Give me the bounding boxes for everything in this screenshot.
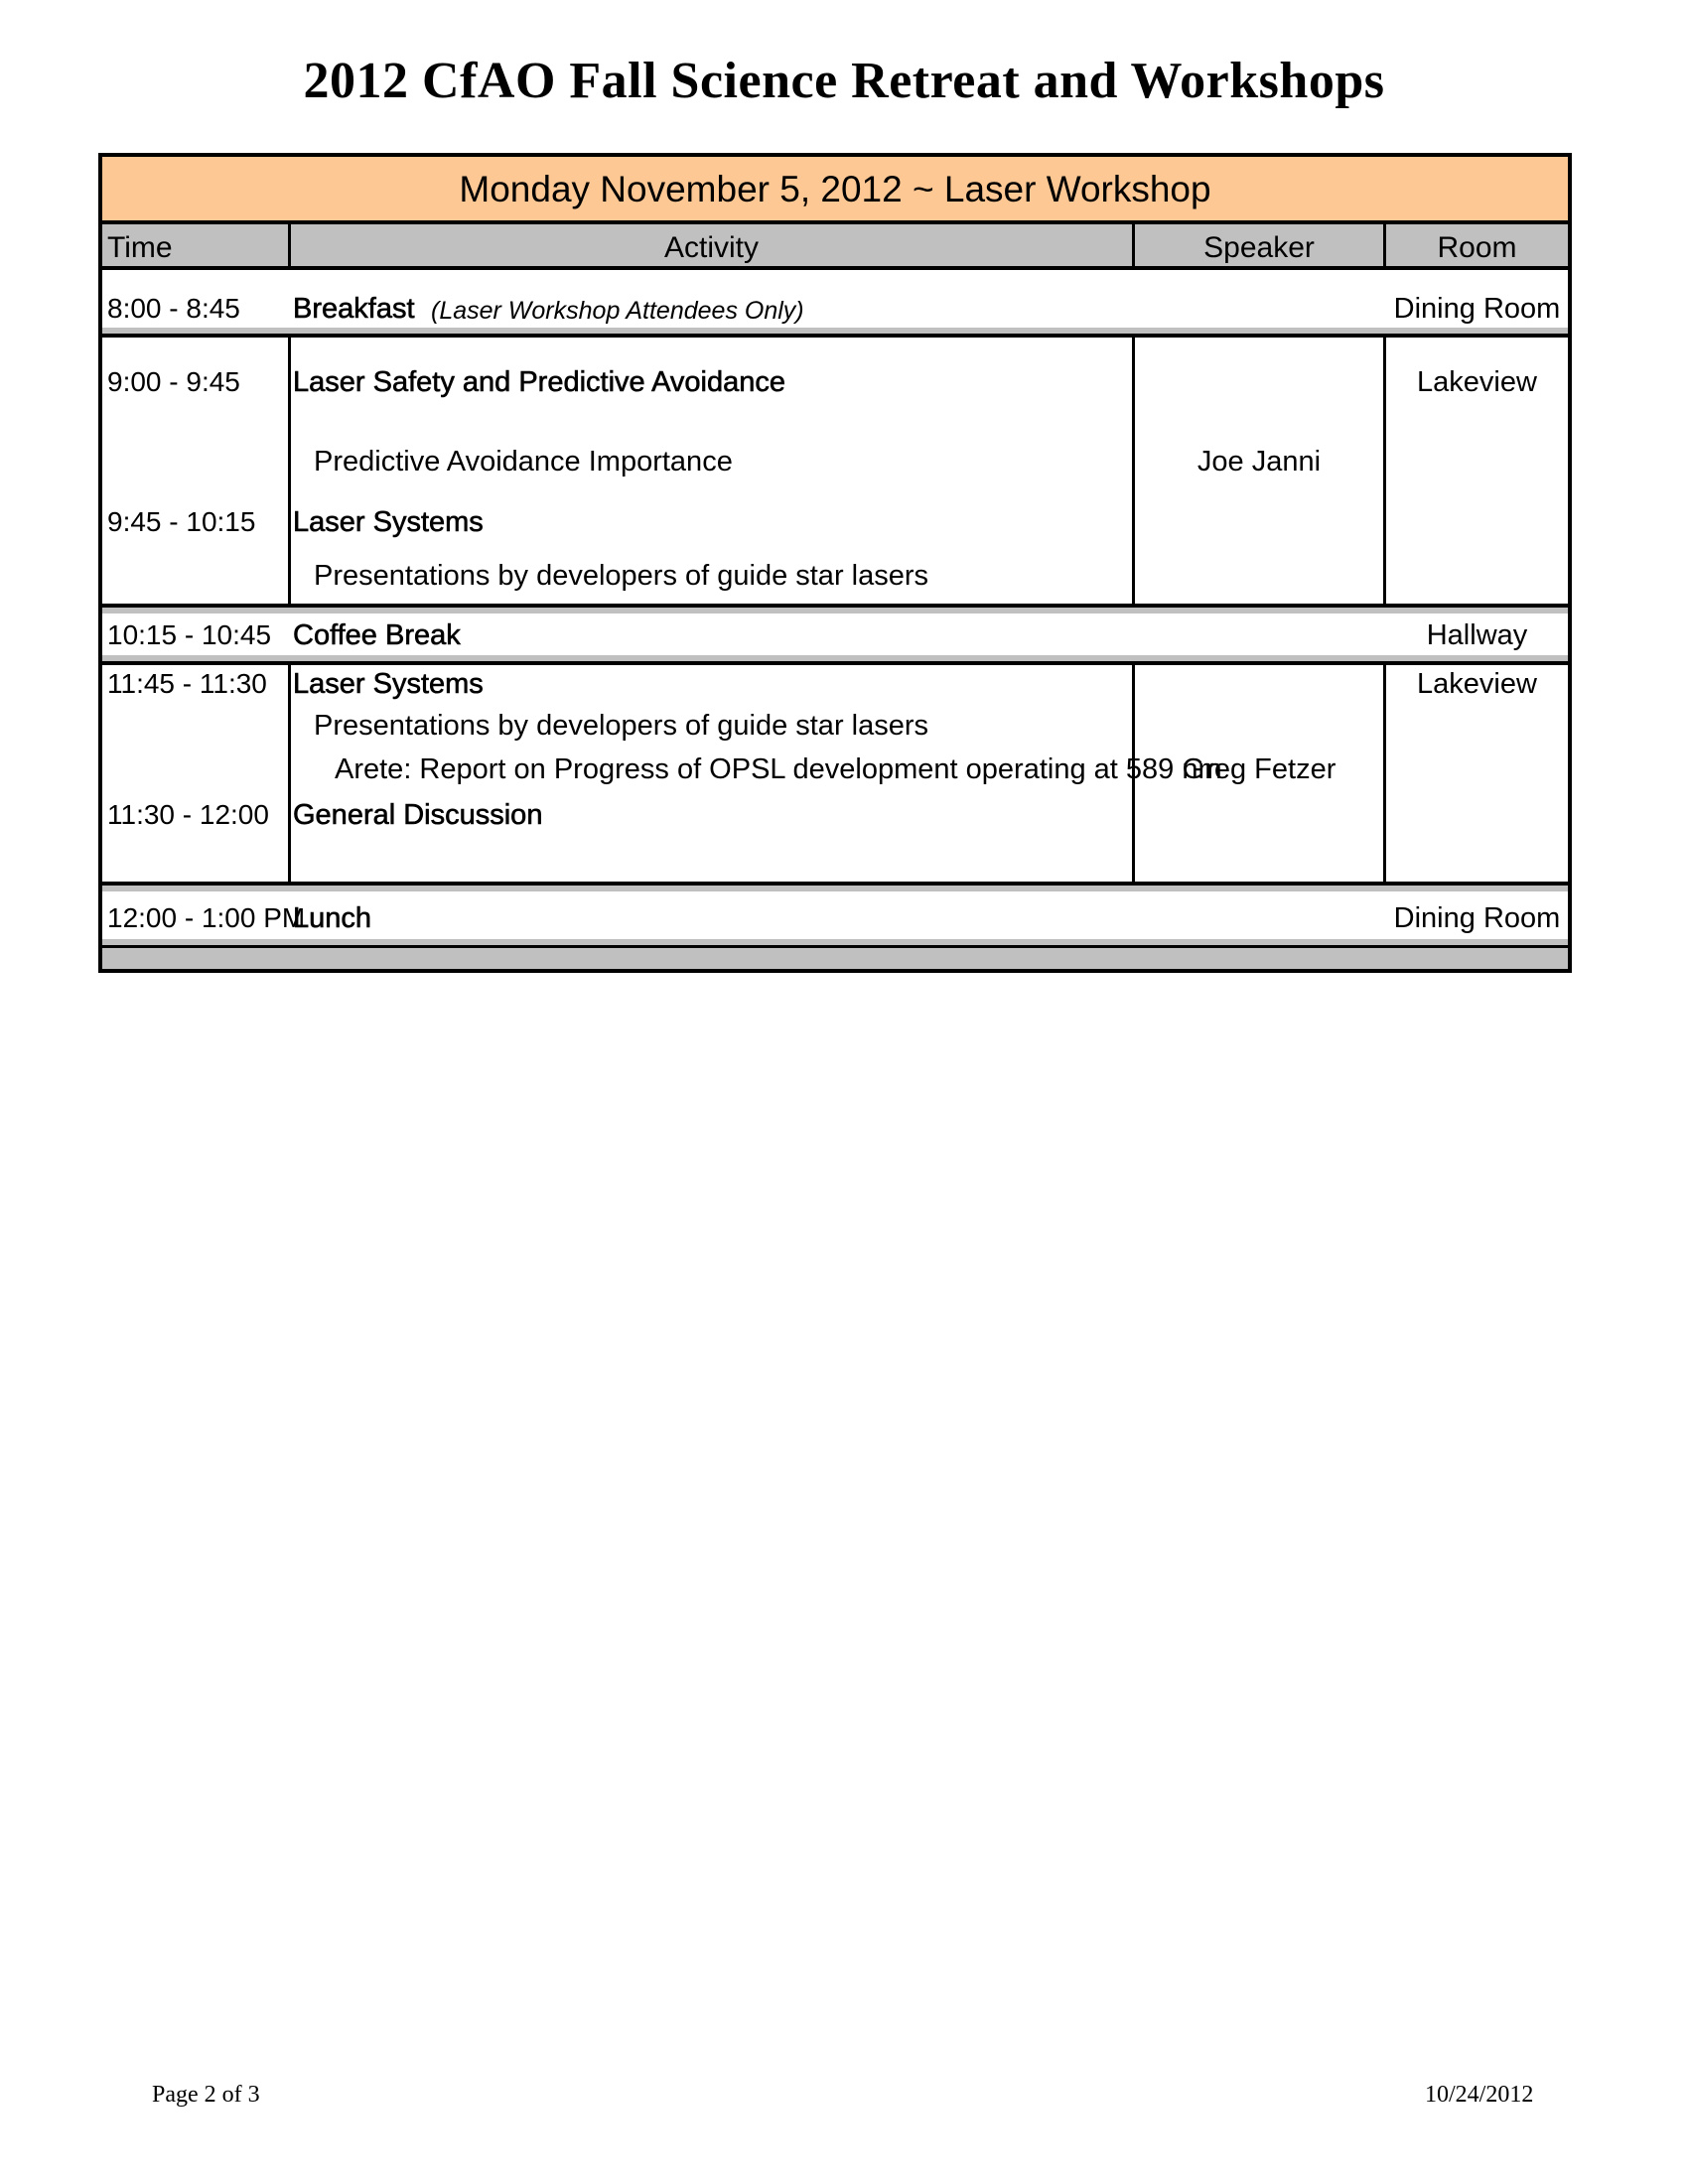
laser-systems2-time: 11:45 - 11:30 — [107, 668, 267, 699]
page-number: Page 2 of 3 — [152, 2082, 260, 2108]
bottom-band — [102, 948, 1568, 969]
divider — [288, 661, 291, 882]
divider — [102, 334, 1568, 338]
col-header-room: Room — [1437, 231, 1517, 264]
coffee-time: 10:15 - 10:45 — [107, 619, 272, 650]
laser-systems2-subsub: Arete: Report on Progress of OPSL development operating at 589 nm — [335, 753, 1222, 785]
laser-systems-sub: Presentations by developers of guide star lasers — [314, 560, 929, 592]
page-title: 2012 CfAO Fall Science Retreat and Workshops — [303, 53, 1385, 109]
laser-safety-time: 9:00 - 9:45 — [107, 366, 240, 397]
breakfast-note: (Laser Workshop Attendees Only) — [431, 297, 804, 325]
col-header-activity: Activity — [663, 231, 759, 264]
day-banner: Monday November 5, 2012 ~ Laser Workshop — [102, 157, 1568, 224]
laser-systems2-sub: Presentations by developers of guide star lasers — [314, 710, 929, 742]
divider — [1383, 224, 1386, 270]
col-header-speaker: Speaker — [1203, 231, 1315, 264]
col-header-time: Time — [107, 231, 173, 264]
laser-systems2-speaker: Greg Fetzer — [1182, 753, 1336, 785]
general-discussion-time: 11:30 - 12:00 — [107, 799, 269, 830]
breakfast-activity: Breakfast — [293, 293, 415, 325]
lunch-activity: Lunch — [293, 902, 372, 934]
lunch-room: Dining Room — [1393, 902, 1561, 934]
coffee-activity: Coffee Break — [293, 619, 461, 651]
laser-systems2-room: Lakeview — [1417, 668, 1537, 700]
laser-safety-sub: Predictive Avoidance Importance — [314, 446, 733, 478]
laser-safety-activity: Laser Safety and Predictive Avoidance — [293, 366, 786, 398]
general-discussion-activity: General Discussion — [293, 799, 543, 831]
lunch-time: 12:00 - 1:00 PM — [107, 902, 306, 933]
divider — [1132, 224, 1135, 270]
print-date: 10/24/2012 — [1425, 2082, 1534, 2108]
row-separator — [102, 608, 1568, 614]
divider — [288, 334, 291, 604]
schedule-table — [98, 153, 1572, 973]
divider — [102, 661, 1568, 665]
laser-systems-time: 9:45 - 10:15 — [107, 506, 256, 537]
laser-systems2-activity: Laser Systems — [293, 668, 484, 700]
laser-systems-activity: Laser Systems — [293, 506, 484, 538]
laser-safety-speaker: Joe Janni — [1196, 446, 1322, 478]
breakfast-room: Dining Room — [1393, 293, 1561, 325]
laser-safety-room: Lakeview — [1417, 366, 1537, 398]
row-separator — [102, 886, 1568, 891]
coffee-room: Hallway — [1426, 619, 1528, 651]
divider — [288, 224, 291, 270]
breakfast-time: 8:00 - 8:45 — [107, 293, 240, 324]
